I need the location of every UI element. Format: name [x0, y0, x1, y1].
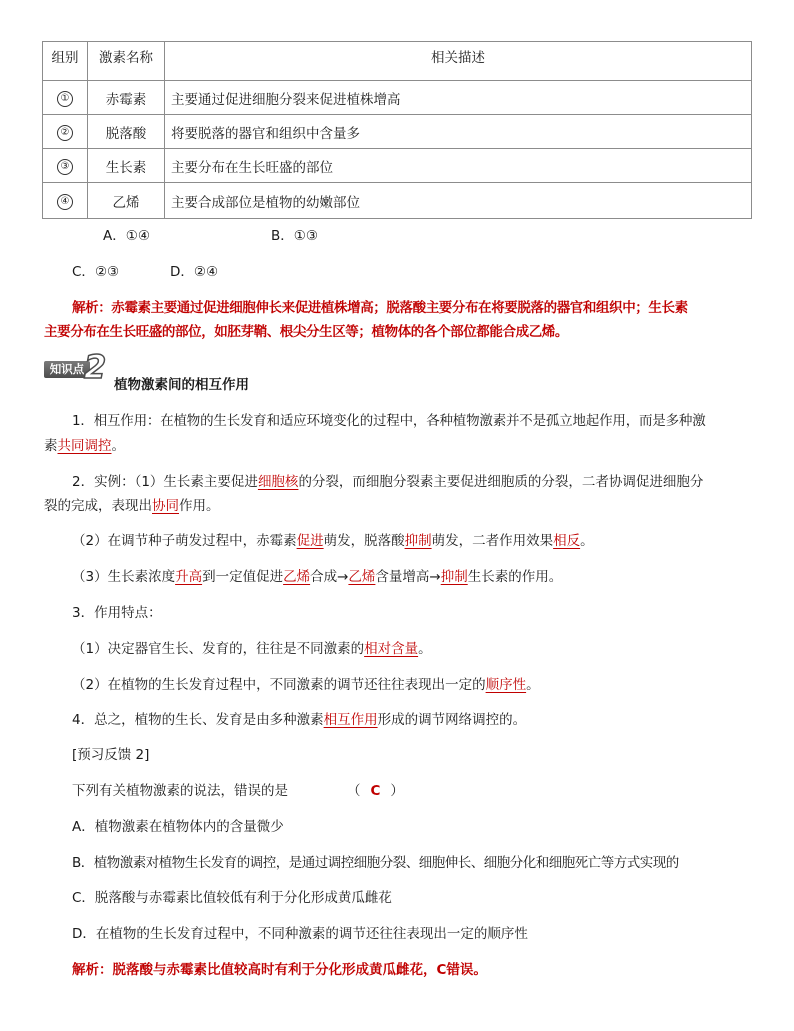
table-row: [43, 81, 752, 115]
hormone-name: 乙烯: [88, 183, 165, 219]
answer-blank: 细胞核: [257, 474, 299, 490]
paragraph-8: 4．总之，植物的生长、发育是由多种激素相互作用形成的调节网络调控的。: [72, 712, 527, 728]
group-number: ②: [57, 125, 73, 141]
option-c: [72, 260, 119, 280]
paragraph-2-line-2: 裂的完成，表现出协同作用。: [44, 498, 220, 514]
paragraph-1-line-1: 1．相互作用：在植物的生长发育和适应环境变化的过程中，各种植物激素并不是孤立地起作用，而是多种激: [72, 413, 706, 429]
paragraph-5: 3．作用特点：: [72, 605, 162, 621]
feedback-analysis: 解析：脱落酸与赤霉素比值较高时有利于分化形成黄瓜雌花，C错误。: [72, 962, 487, 978]
answer-blank: 顺序性: [485, 677, 527, 693]
answer-blank: 相对含量: [364, 641, 419, 657]
feedback-answer: （ C ）: [347, 783, 404, 799]
table-header-row: [43, 42, 752, 81]
group-number: ④: [57, 194, 73, 210]
feedback-option-d: D．在植物的生长发育过程中，不同种激素的调节还往往表现出一定的顺序性: [72, 926, 528, 942]
paragraph-6: （1）决定器官生长、发育的，往往是不同激素的相对含量。: [72, 641, 432, 657]
option-d: [170, 260, 218, 280]
feedback-option-c: C．脱落酸与赤霉素比值较低有利于分化形成黄瓜雌花: [72, 890, 392, 906]
hormone-table: [42, 41, 752, 219]
answer-blank: 抑制: [440, 569, 468, 585]
option-d-label: D．: [170, 264, 194, 280]
feedback-option-b: B．植物激素对植物生长发育的调控，是通过调控细胞分裂、细胞伸长、细胞分化和细胞死亡等方式实现的: [72, 855, 679, 871]
answer-blank: 促进: [296, 533, 324, 549]
answer-letter: C: [370, 783, 381, 799]
answer-blank: 乙烯: [283, 569, 311, 585]
header-group: 组别: [43, 42, 88, 81]
option-b-label: B．: [271, 228, 294, 244]
option-b: [271, 224, 318, 244]
hormone-description: 主要分布在生长旺盛的部位: [165, 149, 752, 183]
hormone-name: 脱落酸: [88, 115, 165, 149]
hormone-description: 主要合成部位是植物的幼嫩部位: [165, 183, 752, 219]
section-title: 植物激素间的相互作用: [114, 377, 249, 393]
table-row: [43, 149, 752, 183]
answer-blank: 共同调控: [57, 438, 112, 454]
option-a: [103, 224, 150, 244]
answer-blank: 升高: [175, 569, 203, 585]
option-a-value: ①④: [125, 228, 150, 244]
paragraph-4: （3）生长素浓度升高到一定值促进乙烯合成→乙烯含量增高→抑制生长素的作用。: [72, 569, 563, 585]
hormone-name: 赤霉素: [88, 81, 165, 115]
badge-number: 2: [84, 348, 107, 386]
option-a-label: A．: [103, 228, 126, 244]
hormone-description: 将要脱落的器官和组织中含量多: [165, 115, 752, 149]
feedback-title: [预习反馈 2]: [72, 747, 150, 763]
answer-blank: 乙烯: [348, 569, 376, 585]
paragraph-3: （2）在调节种子萌发过程中，赤霉素促进萌发，脱落酸抑制萌发，二者作用效果相反。: [72, 533, 594, 549]
badge-label: 知识点: [44, 361, 90, 378]
option-c-label: C．: [72, 264, 95, 280]
table-row: [43, 115, 752, 149]
feedback-option-a: A．植物激素在植物体内的含量微少: [72, 819, 284, 835]
header-description: 相关描述: [165, 42, 752, 81]
hormone-name: 生长素: [88, 149, 165, 183]
option-d-value: ②④: [193, 264, 219, 280]
group-number: ①: [57, 91, 73, 107]
option-c-value: ②③: [94, 264, 120, 280]
header-hormone-name: 激素名称: [88, 42, 165, 81]
paragraph-7: （2）在植物的生长发育过程中，不同激素的调节还往往表现出一定的顺序性。: [72, 677, 540, 693]
paragraph-2-line-1: 2．实例：（1）生长素主要促进细胞核的分裂，而细胞分裂素主要促进细胞质的分裂，二者协调促进细胞分: [72, 474, 704, 490]
hormone-description: 主要通过促进细胞分裂来促进植株增高: [165, 81, 752, 115]
analysis-line-1: 解析：赤霉素主要通过促进细胞伸长来促进植株增高；脱落酸主要分布在将要脱落的器官和组织中；生长素: [72, 300, 688, 316]
answer-blank: 抑制: [404, 533, 432, 549]
group-number: ③: [57, 159, 73, 175]
answer-blank: 相反: [553, 533, 581, 549]
analysis-line-2: 主要分布在生长旺盛的部位，如胚芽鞘、根尖分生区等；植物体的各个部位都能合成乙烯。: [44, 324, 568, 340]
knowledge-point-badge: [44, 348, 114, 386]
answer-blank: 相互作用: [323, 712, 378, 728]
table-row: [43, 183, 752, 219]
answer-blank: 协同: [152, 498, 179, 514]
option-b-value: ①③: [293, 228, 318, 244]
feedback-question: 下列有关植物激素的说法，错误的是: [72, 783, 288, 799]
paragraph-1-line-2: 素共同调控。: [44, 438, 125, 454]
